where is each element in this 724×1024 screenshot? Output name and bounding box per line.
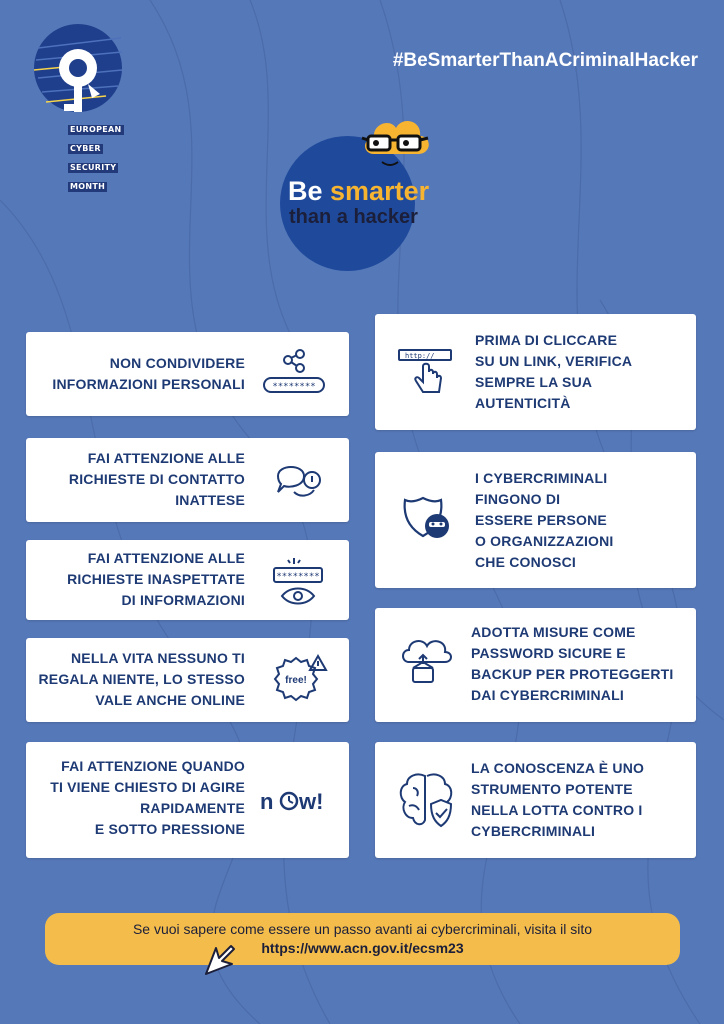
tip-card-unexpected-contact — [26, 438, 349, 522]
tip-line: SU UN LINK, VERIFICA — [475, 353, 633, 369]
free-badge-warning-icon — [270, 652, 328, 708]
link-click-icon — [397, 348, 453, 394]
tip-line: E SOTTO PRESSIONE — [94, 821, 245, 837]
chat-bubbles-icon — [274, 458, 324, 504]
tip-line: FAI ATTENZIONE ALLE — [87, 550, 245, 566]
tip-line: INFORMAZIONI PERSONALI — [52, 376, 245, 392]
tip-line: RICHIESTE INASPETTATE — [67, 571, 245, 587]
svg-text:w!: w! — [299, 789, 324, 814]
tip-text — [50, 756, 245, 840]
hero-smarter: smarter — [330, 176, 430, 206]
tip-line: PASSWORD SICURE E — [471, 645, 626, 661]
tip-card-knowledge — [375, 742, 696, 858]
svg-text:********: ******** — [276, 572, 320, 582]
info-banner — [45, 913, 680, 965]
tip-line: RICHIESTE DI CONTATTO — [68, 471, 245, 487]
tip-line: BACKUP PER PROTEGGERTI — [471, 666, 674, 682]
tip-card-personal-info — [26, 332, 349, 416]
tip-line: LA CONOSCENZA È UNO — [471, 760, 645, 776]
tip-line: FINGONO DI — [475, 491, 561, 507]
tip-text — [475, 468, 614, 573]
tip-line: CYBERCRIMINALI — [471, 823, 596, 839]
hero-be: Be — [288, 176, 323, 206]
svg-text:n: n — [260, 789, 274, 814]
tip-text — [471, 622, 674, 706]
brain-shield-icon — [397, 770, 455, 830]
campaign-hashtag: #BeSmarterThanACriminalHacker — [392, 50, 698, 71]
now-clock-icon — [260, 786, 336, 816]
smart-cloud-glasses-icon — [360, 110, 432, 180]
tip-line: REGALA NIENTE, LO STESSO — [38, 671, 245, 687]
tip-card-nothing-free — [26, 638, 349, 722]
ecsm-logo — [26, 18, 136, 191]
masked-hacker-icon — [401, 494, 453, 540]
tip-line: I CYBERCRIMINALI — [475, 470, 608, 486]
tip-line: AUTENTICITÀ — [475, 395, 571, 411]
tip-line: NELLA LOTTA CONTRO I — [471, 802, 643, 818]
tip-line: SEMPRE LA SUA — [475, 374, 593, 390]
tip-card-verify-link — [375, 314, 696, 430]
share-password-icon — [262, 348, 326, 400]
tip-line: FAI ATTENZIONE ALLE — [87, 450, 245, 466]
tip-line: VALE ANCHE ONLINE — [95, 692, 245, 708]
svg-text:********: ******** — [272, 382, 316, 392]
cloud-backup-icon — [399, 632, 455, 688]
tip-card-under-pressure — [26, 742, 349, 858]
tip-line: O ORGANIZZAZIONI — [475, 533, 614, 549]
tip-line: STRUMENTO POTENTE — [471, 781, 633, 797]
svg-text:http://: http:// — [405, 352, 435, 360]
banner-text: Se vuoi sapere come essere un passo avanti ai cybercriminali, visita il sito — [132, 921, 593, 937]
cursor-pointer-icon — [203, 944, 237, 976]
logo-text-line: SECURITY — [70, 163, 117, 172]
tip-card-impersonation — [375, 452, 696, 588]
tip-line: DI INFORMAZIONI — [121, 592, 245, 608]
tip-line: INATTESE — [175, 492, 245, 508]
tip-line: DAI CYBERCRIMINALI — [471, 687, 624, 703]
tip-text — [38, 648, 245, 711]
password-eye-alert-icon — [270, 554, 326, 608]
tip-line: FAI ATTENZIONE QUANDO — [61, 758, 245, 774]
tip-text — [52, 353, 245, 395]
banner-link[interactable]: https://www.acn.gov.it/ecsm23 — [261, 940, 464, 956]
tip-line: NON CONDIVIDERE — [109, 355, 245, 371]
tip-line: PRIMA DI CLICCARE — [475, 332, 618, 348]
tip-text — [471, 758, 644, 842]
tip-text — [67, 548, 245, 611]
tip-line: NELLA VITA NESSUNO TI — [70, 650, 245, 666]
tip-card-unexpected-requests — [26, 540, 349, 620]
logo-text-line: CYBER — [70, 144, 101, 153]
logo-text-line: MONTH — [70, 182, 106, 191]
tip-line: CHE CONOSCI — [475, 554, 576, 570]
tip-text — [475, 330, 632, 414]
svg-text:free!: free! — [285, 675, 307, 686]
tip-text — [69, 448, 245, 511]
tip-line: RAPIDAMENTE — [140, 800, 245, 816]
tip-line: TI VIENE CHIESTO DI AGIRE — [50, 779, 245, 795]
hero-subtitle: than a hacker — [289, 206, 418, 228]
tip-card-security-measures — [375, 608, 696, 722]
tip-line: ADOTTA MISURE COME — [471, 624, 636, 640]
tip-line: ESSERE PERSONE — [475, 512, 607, 528]
hero-title — [288, 176, 429, 207]
logo-text-line: EUROPEAN — [70, 125, 122, 134]
